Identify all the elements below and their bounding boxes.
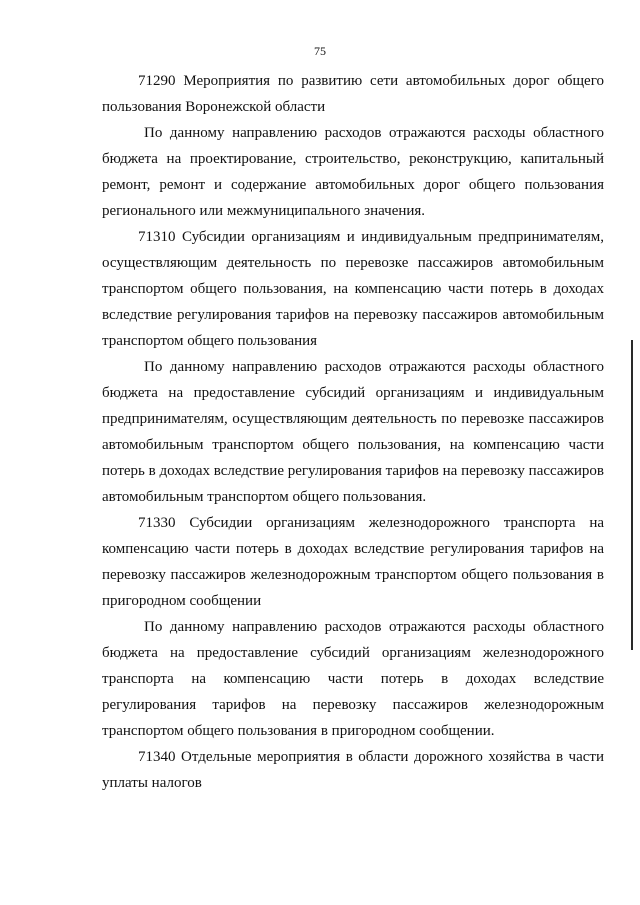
expense-description-71330: По данному направлению расходов отражаются расходы областного бюджета на предоставление субсидий организациям железнодорожного транспорта на компенсацию части потерь в доходах вследствие регулирования тарифов на перевозку пассажиров железнодорожным транспортом общего пользования в пригородном сообщении.: [102, 619, 604, 739]
expense-item-71290: 71290 Мероприятия по развитию сети автомобильных дорог общего пользования Воронежской области: [102, 73, 604, 115]
document-body: [102, 68, 604, 796]
page-number: 75: [314, 44, 326, 58]
expense-item-71340: 71340 Отдельные мероприятия в области дорожного хозяйства в части уплаты налогов: [102, 749, 604, 791]
expense-description-71310: По данному направлению расходов отражаются расходы областного бюджета на предоставление субсидий организациям и индивидуальным предпринимателям, осуществляющим деятельность по перевозке пассажиров автомобильным транспортом общего пользования, на компенсацию части потерь в доходах вследствие регулирования тарифов на перевозку пассажиров автомобильным транспортом общего пользования.: [102, 359, 604, 505]
scan-edge-artifact: [631, 340, 633, 650]
expense-item-71310: 71310 Субсидии организациям и индивидуальным предпринимателям, осуществляющим деятельность по перевозке пассажиров автомобильным транспортом общего пользования, на компенсацию части потерь в доходах вследствие регулирования тарифов на перевозку пассажиров автомобильным транспортом общего пользования: [102, 229, 604, 349]
expense-description-71290: По данному направлению расходов отражаются расходы областного бюджета на проектирование, строительство, реконструкцию, капитальный ремонт, ремонт и содержание автомобильных дорог общего пользования регионального или межмуниципального значения.: [102, 125, 604, 219]
expense-item-71330: 71330 Субсидии организациям железнодорожного транспорта на компенсацию части потерь в доходах вследствие регулирования тарифов на перевозку пассажиров железнодорожным транспортом общего пользования в пригородном сообщении: [102, 515, 604, 609]
